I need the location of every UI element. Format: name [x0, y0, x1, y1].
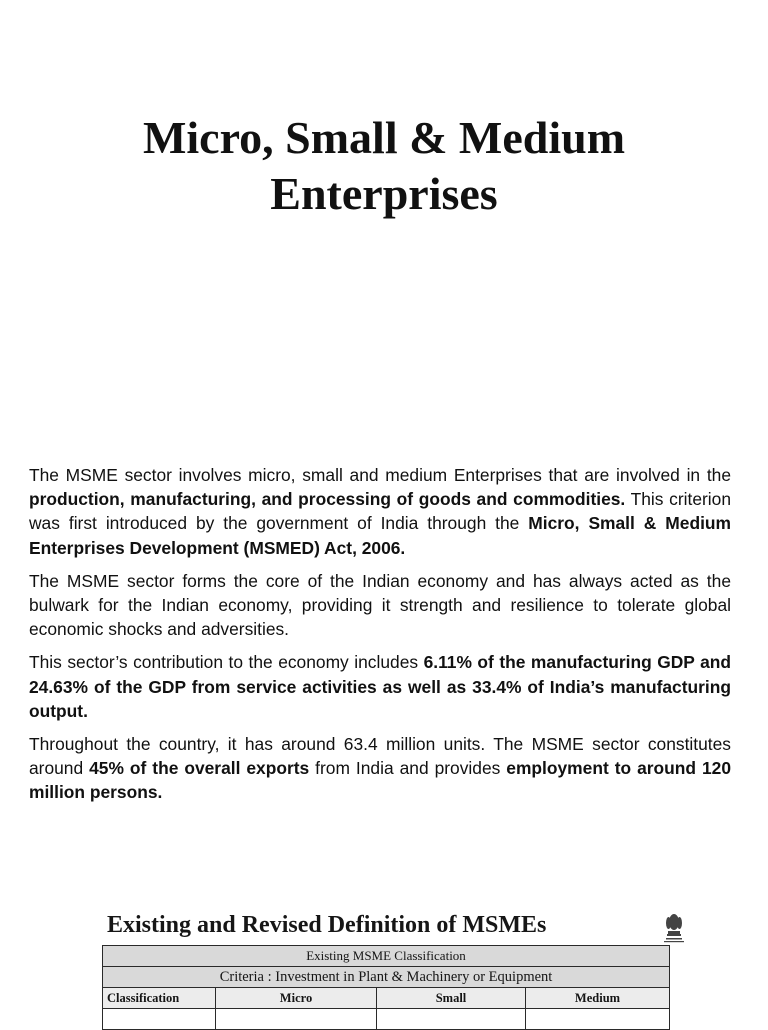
table-cell: [526, 1009, 670, 1030]
paragraph-bold-text: 6.11% of the manufacturing GDP and 24.63% of the GDP from service activities as well as 33.4% of India’s manufacturing output.: [29, 652, 731, 721]
paragraph-text: This criterion was first introduced by the government of India through the: [29, 489, 731, 534]
table-cell: [103, 1009, 216, 1030]
page-title: [0, 110, 768, 222]
table-caption-row: [103, 946, 670, 967]
paragraph-units-exports: [29, 732, 731, 805]
table-criteria-cell: Criteria : Investment in Plant & Machinery or Equipment: [103, 967, 670, 988]
column-header-medium: Medium: [526, 988, 670, 1009]
msme-classification-table: [102, 945, 670, 1030]
table-caption-cell: Existing MSME Classification: [103, 946, 670, 967]
paragraph-text: The MSME sector involves micro, small and medium Enterprises that are involved in the: [29, 465, 731, 485]
paragraph-text: The MSME sector forms the core of the Indian economy and has always acted as the bulwark for the Indian economy, providing it strength and resilience to tolerate global economic shocks and adversities.: [29, 570, 731, 640]
national-emblem-icon: [654, 907, 694, 947]
column-header-classification: Classification: [103, 988, 216, 1009]
title-line-1: Micro, Small & Medium: [142, 112, 626, 163]
table-header-row: [103, 988, 670, 1009]
msme-definition-figure: [102, 905, 692, 1030]
paragraph-bold-text: Micro, Small & Medium Enterprises Development (MSMED) Act, 2006.: [29, 513, 731, 558]
paragraph-bold-text: employment to around 120 million persons.: [29, 758, 731, 803]
table-heading: Existing and Revised Definition of MSMEs: [107, 912, 547, 938]
paragraph-definition: [29, 463, 731, 560]
paragraph-text: Throughout the country, it has around 63.4 million units. The MSME sector constitutes around: [29, 734, 731, 779]
table-cell: [216, 1009, 377, 1030]
table-row: [103, 1009, 670, 1030]
paragraph-text: This sector’s contribution to the economy includes: [29, 652, 424, 673]
paragraph-bold-text: 45% of the overall exports: [89, 758, 310, 779]
paragraph-bold-text: production, manufacturing, and processing of goods and commodities.: [29, 489, 626, 510]
title-line-2: Enterprises: [270, 168, 498, 219]
paragraph-contribution: [29, 650, 731, 723]
body-text: [29, 463, 731, 814]
column-header-small: Small: [377, 988, 526, 1009]
paragraph-core-economy: [29, 569, 731, 642]
paragraph-text: from India and provides: [309, 758, 507, 779]
table-cell: [377, 1009, 526, 1030]
table-criteria-row: [103, 967, 670, 988]
column-header-micro: Micro: [216, 988, 377, 1009]
